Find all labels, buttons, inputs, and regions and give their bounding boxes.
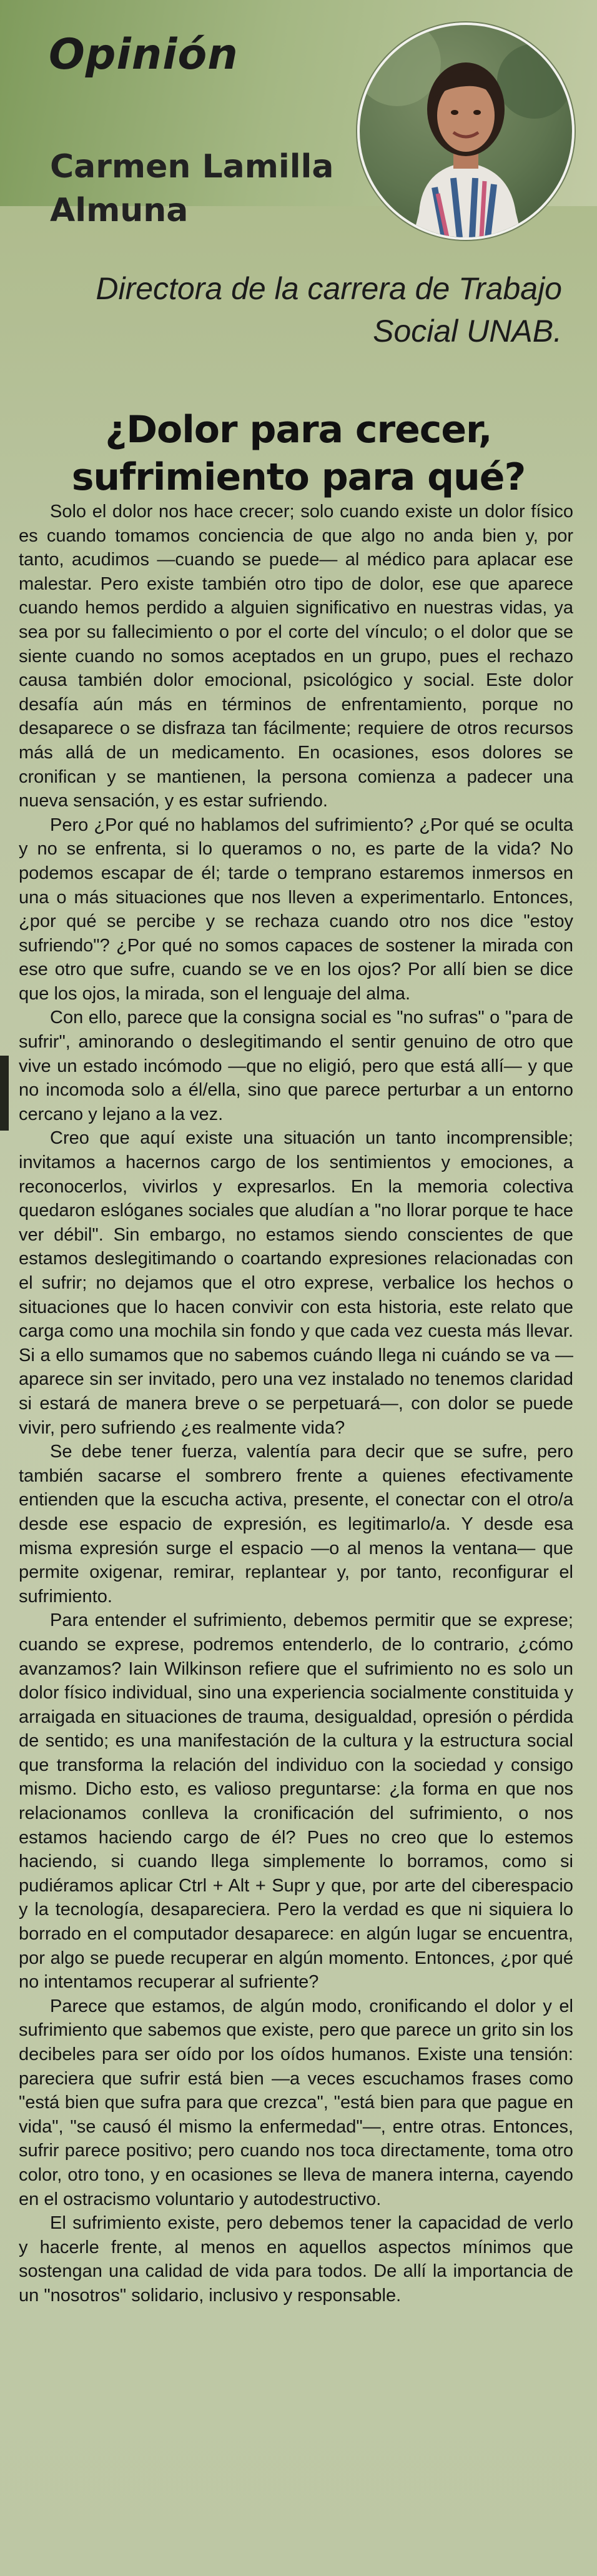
page-edge-mark <box>0 1056 9 1131</box>
article-body <box>19 500 573 2308</box>
paragraph-1: Solo el dolor nos hace crecer; solo cuando existe un dolor físico es cuando tomamos conciencia de que algo no anda bien y, por tanto, acudimos —cuando se puede— al médico para aplacar ese malestar. Pero existe también otro tipo de dolor, ese que aparece cuando hemos perdido a alguien significativo en nuestras vidas, ya sea por su fallecimiento o por el corte del vínculo; o el dolor que se siente cuando no somos aceptados en un grupo, pues el rechazo causa también dolor emocional, psicológico y social. Este dolor desafía aún más en términos de enfrentamiento, porque no desaparece o se disfraza tan fácilmente; requiere de otros recursos más allá de un medicamento. En ocasiones, esos dolores se cronifican y se mantienen, la persona comienza a padecer una nueva sensación, y es estar sufriendo. <box>19 502 573 811</box>
author-name: Carmen Lamilla Almuna <box>50 148 334 229</box>
paragraph-7: Parece que estamos, de algún modo, cronificando el dolor y el sufrimiento que sabemos que existe, pero que parece un grito sin los decibeles para ser oído por los oídos humanos. Existe una tensión: pareciera que sufrir está bien —a veces escuchamos frases como "está bien que sufra para que crezca", "está bien para que pague en vida", "se causó él mismo la enfermedad"—, entre otras. Entonces, sufrir parece positivo; pero cuando nos toca directamente, toma otro color, otro tono, y en ocasiones se lleva de manera interna, cayendo en el ostracismo voluntario y autodestructivo. <box>19 1996 573 2209</box>
paragraph-5: Se debe tener fuerza, valentía para decir que se sufre, pero también sacarse el sombrero frente a quienes efectivamente entienden que la escucha activa, presente, el conectar con el otro/a desde ese espacio de expresión, es legitimarlo/a. Y desde esa misma expresión surge el espacio —o al menos la ventana— que permite oxigenar, remirar, replantear y, por tanto, reconfigurar el sufrimiento. <box>19 1442 573 1607</box>
paragraph-2: Pero ¿Por qué no hablamos del sufrimiento? ¿Por qué se oculta y no se enfrenta, si lo queramos o no, es parte de la vida? No podemos escapar de él; tarde o temprano estaremos inmersos en una o más situaciones que nos lleven a experimentarlo. Entonces, ¿por qué se percibe y se rechaza cuando otro nos dice "estoy sufriendo"? ¿Por qué no somos capaces de sostener la mirada con ese otro que sufre, cuando se ve en los ojos? Por allí bien se dice que los ojos, la mirada, son el lenguaje del alma. <box>19 815 573 1004</box>
section-label: Opinión <box>49 30 239 79</box>
article-headline: ¿Dolor para crecer, sufrimiento para qué? <box>71 408 526 500</box>
paragraph-8: El sufrimiento existe, pero debemos tener la capacidad de verlo y hacerle frente, al menos en aquellos aspectos mínimos que sostengan una calidad de vida para todos. De allí la importancia de un "nosotros" solidario, inclusivo y responsable. <box>19 2213 573 2306</box>
author-role: Directora de la carrera de Trabajo Social UNAB. <box>96 271 562 349</box>
paragraph-3: Con ello, parece que la consigna social es "no sufras" o "para de sufrir", aminorando o deslegitimando el sentir genuino de otro que vive un estado incómodo —que no eligió, pero que está allí— y que no incomoda solo a él/ella, sino que parece perturbar a un entorno cercano y lejano a la vez. <box>19 1008 573 1124</box>
portrait-icon <box>360 25 572 237</box>
paragraph-6: Para entender el sufrimiento, debemos permitir que se exprese; cuando se exprese, podremos entenderlo, de lo contrario, ¿cómo avanzamos? Iain Wilkinson refiere que el sufrimiento no es solo un dolor físico individual, sino una experiencia socialmente constituida y arraigada en situaciones de trauma, desigualdad, opresión o pérdida de sentido; es una manifestación de la cultura y la estructura social que transforma la relación del individuo con la sociedad y consigo mismo. Dicho esto, es valioso preguntarse: ¿la forma en que nos relacionamos conlleva la cronificación del sufrimiento, o nos estamos haciendo cargo de él? Pues no creo que lo estemos haciendo, si cuando llega simplemente lo borramos, como si pudiéramos aplicar Ctrl + Alt + Supr y que, por arte del ciberespacio y la tecnología, desapareciera. Pero la verdad es que ni siquiera lo borrado en el computador desaparece: en algún lugar se encuentra, por algo se puede recuperar en algún momento. Entonces, ¿por qué no intentamos recuperar al sufriente? <box>19 1610 573 1993</box>
author-photo <box>357 22 575 240</box>
paragraph-4: Creo que aquí existe una situación un tanto incomprensible; invitamos a hacernos cargo de los sentimientos y emociones, a reconocerlos, vivirlos y expresarlos. En la memoria colectiva quedaron eslóganes sociales que aludían a "no llorar porque te hace ver débil". Sin embargo, no estamos siendo conscientes de que estamos deslegitimando o coartando expresiones relacionadas con el sufrir; no dejamos que el otro exprese, verbalice los hechos o situaciones que lo hacen convivir con esta historia, este relato que carga como una mochila sin fondo y que cada vez cuesta más llevar. Si a ello sumamos que no sabemos cuándo llega ni cuándo se va —aparece sin ser invitado, pero una vez instalado no tenemos claridad si estará de manera breve o se perpetuará—, con dolor se puede vivir, pero sufriendo ¿es realmente vida? <box>19 1128 573 1438</box>
